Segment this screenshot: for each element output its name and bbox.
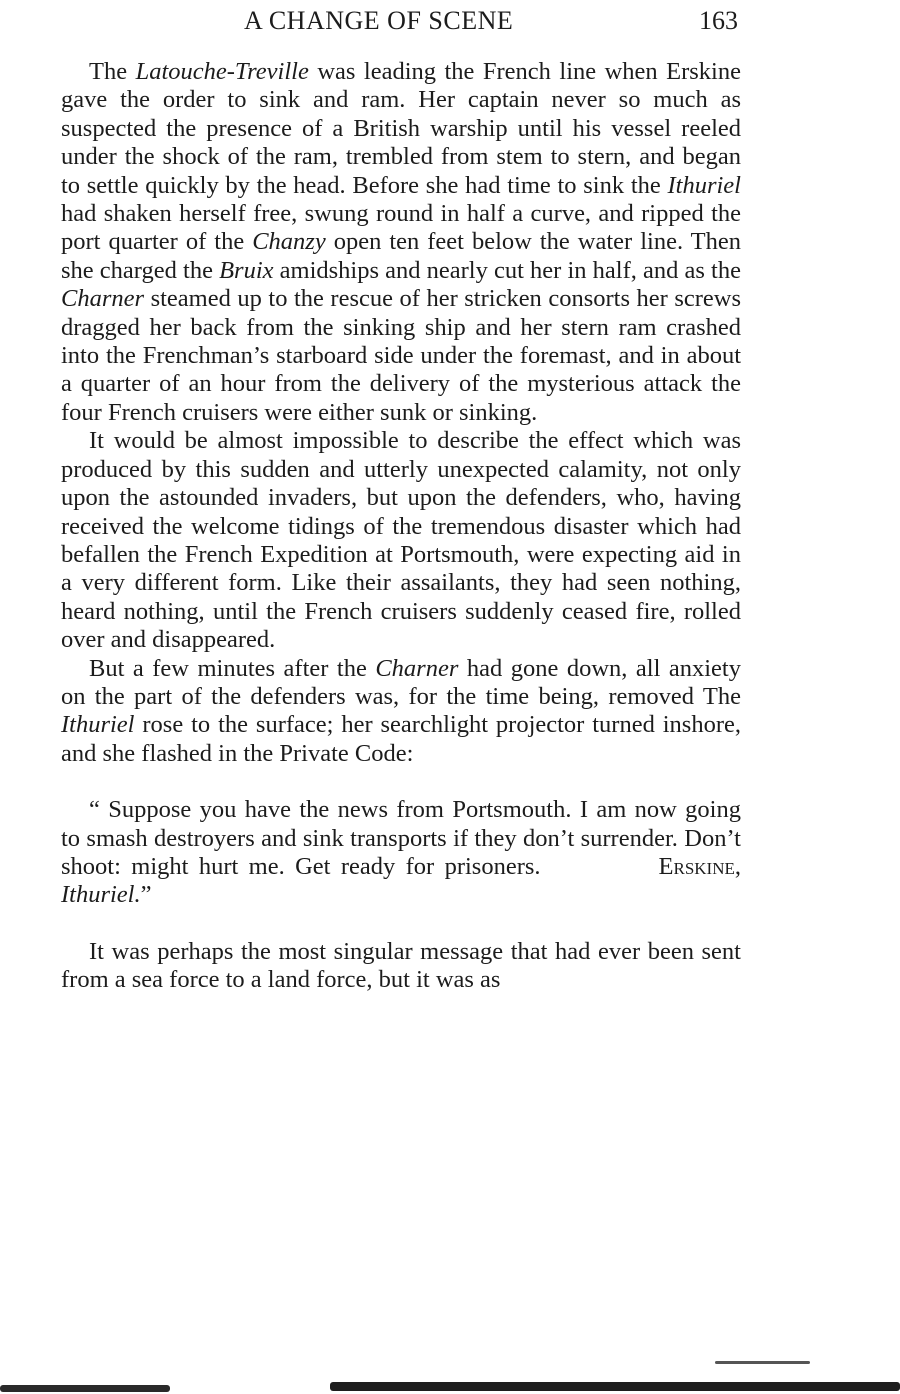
scan-edge-mark-right [715, 1361, 810, 1364]
text-run: amidships and nearly cut her in half, and as the [273, 256, 741, 284]
paragraph-3 [61, 655, 741, 769]
paragraph-2: It would be almost impossible to describe the effect which was produced by this sudden and utterly unexpected calamity, not only upon the astounded invaders, but upon the defenders, who, having received the welcome tidings of the tremendous disaster which had befallen the French Expedition at Portsmouth, were expecting aid in a very different form. Like their assailants, they had seen nothing, heard nothing, until the French cruisers suddenly ceased fire, rolled over and disappeared. [61, 427, 741, 654]
signal-quote [61, 796, 741, 910]
ship-name: Chanzy [252, 228, 326, 256]
scan-edge-mark-left [0, 1385, 170, 1392]
ship-name: Charner [375, 654, 459, 682]
text-run: open ten feet below the water line. Then she charged the [61, 228, 741, 284]
paragraph-1 [61, 58, 741, 427]
page-number: 163 [699, 6, 738, 35]
running-title: A CHANGE OF SCENE [244, 6, 514, 35]
text-run: But a few minutes after the [89, 654, 376, 682]
quote-text: “ Suppose you have the news from Portsmouth. I am now going to smash destroyers and sink transports if they don’t surrender. Don’t shoot: might hurt me. Get ready for prisoners. [61, 796, 741, 880]
ship-name: Ithuriel [61, 711, 135, 739]
quote-signature: Erskine, [658, 852, 741, 880]
running-head [0, 2, 900, 38]
text-run: had gone down, all anxiety on the part of the defenders was, for the time being, removed The [61, 654, 741, 710]
text-run: steamed up to the rescue of her stricken consorts her screws dragged her back from the sinking ship and her stern ram crashed into the Frenchman’s starboard side under the foremast, and in about a quarter of an hour from the delivery of the mysterious attack the four French cruisers were either sunk or sinking. [61, 285, 741, 426]
text-run: was leading the French line when Erskine gave the order to sink and ram. Her captain never so much as suspected the presence of a British warship until his vessel reeled under the shock of the ram, trembled from stem to stern, and began to settle quickly by the head. Before she had time to sink the [61, 58, 741, 199]
ship-name: Latouche-Treville [135, 58, 309, 85]
ship-name: Ithuriel. [61, 881, 141, 909]
paragraph-4: It was perhaps the most singular message that had ever been sent from a sea force to a land force, but it was as [61, 937, 741, 994]
ship-name: Ithuriel [667, 171, 741, 199]
text-run: The [89, 58, 136, 85]
ship-name: Bruix [219, 256, 274, 284]
close-quote: ” [140, 881, 152, 909]
ship-name: Charner [61, 285, 145, 313]
text-run: had shaken herself free, swung round in half a curve, and ripped the port quarter of the [61, 200, 741, 256]
text-run: rose to the surface; her searchlight projector turned inshore, and she flashed in the Private Code: [61, 711, 741, 767]
text-block [61, 58, 741, 995]
scan-edge-mark-center [330, 1382, 900, 1391]
